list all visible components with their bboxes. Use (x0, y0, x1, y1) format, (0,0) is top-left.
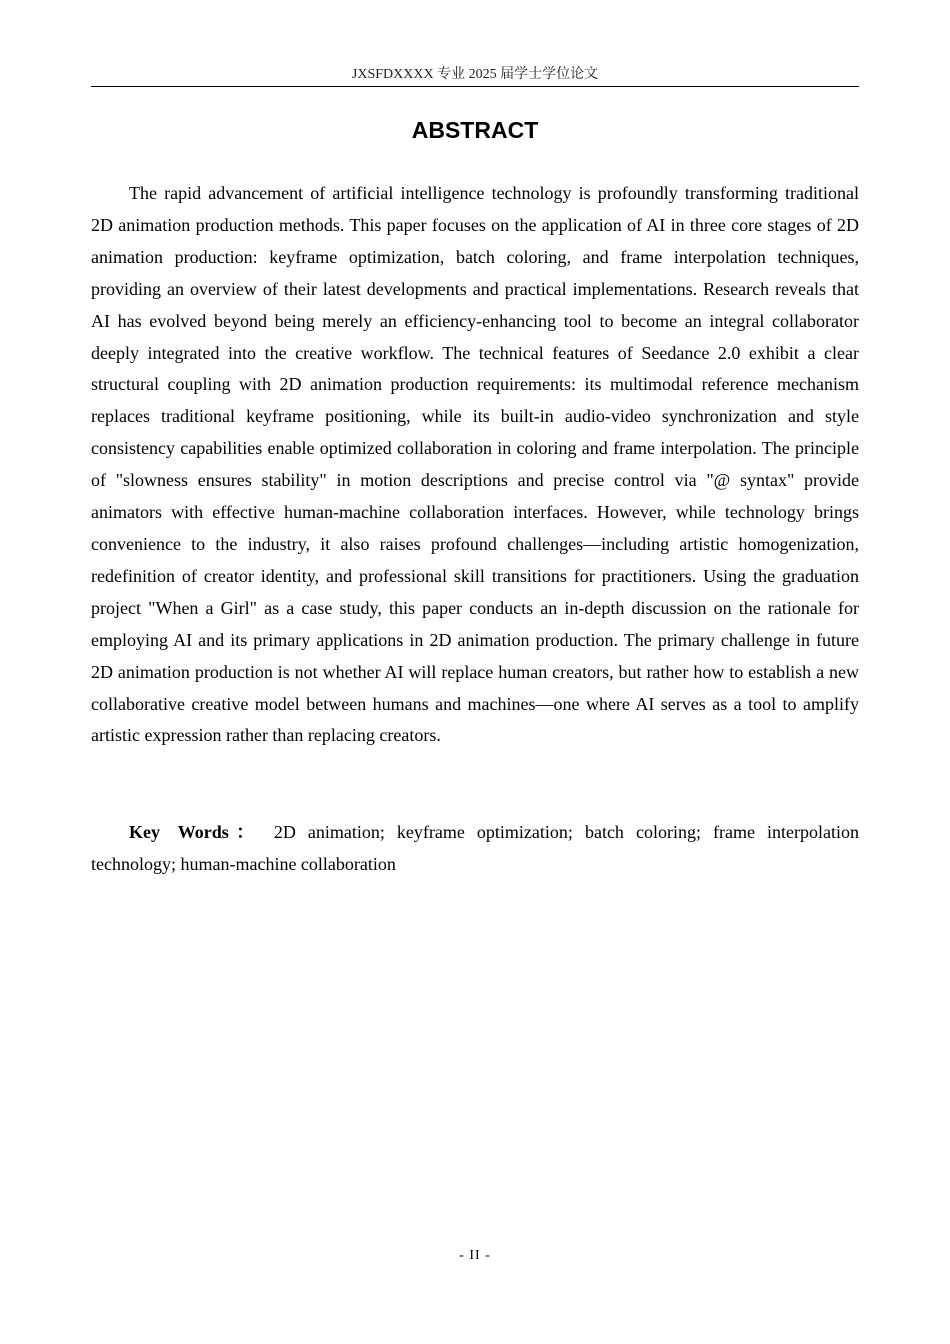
abstract-title: ABSTRACT (411, 117, 539, 143)
keywords-label: Key Words： (129, 822, 262, 842)
keywords-paragraph (91, 817, 859, 881)
keywords-text: 2D animation; keyframe optimization; batch coloring; frame interpolation technology; human-machine collaboration (91, 822, 859, 874)
abstract-body: The rapid advancement of artificial intelligence technology is profoundly transforming traditional 2D animation production methods. This paper focuses on the application of AI in three core stages of 2D animation production: keyframe optimization, batch coloring, and frame interpolation techniques, providing an overview of their latest developments and practical implementations. Research reveals that AI has evolved beyond being merely an efficiency-enhancing tool to become an integral collaborator deeply integrated into the creative workflow. The technical features of Seedance 2.0 exhibit a clear structural coupling with 2D animation production requirements: its multimodal reference mechanism replaces traditional keyframe positioning, while its built-in audio-video synchronization and style consistency capabilities enable optimized collaboration in coloring and frame interpolation. The principle of "slowness ensures stability" in motion descriptions and precise control via "@ syntax" provide animators with effective human-machine collaboration interfaces. However, while technology brings convenience to the industry, it also raises profound challenges—including artistic homogenization, redefinition of creator identity, and professional skill transitions for practitioners. Using the graduation project "When a Girl" as a case study, this paper conducts an in-depth discussion on the rationale for employing AI and its primary applications in 2D animation production. The primary challenge in future 2D animation production is not whether AI will replace human creators, but rather how to establish a new collaborative creative model between humans and machines—one where AI serves as a tool to amplify artistic expression rather than replacing creators. (91, 183, 859, 746)
running-header: JXSFDXXXX 专业 2025 届学士学位论文 (351, 67, 599, 82)
page-number: - II - (459, 1248, 491, 1263)
header-rule (91, 86, 859, 87)
